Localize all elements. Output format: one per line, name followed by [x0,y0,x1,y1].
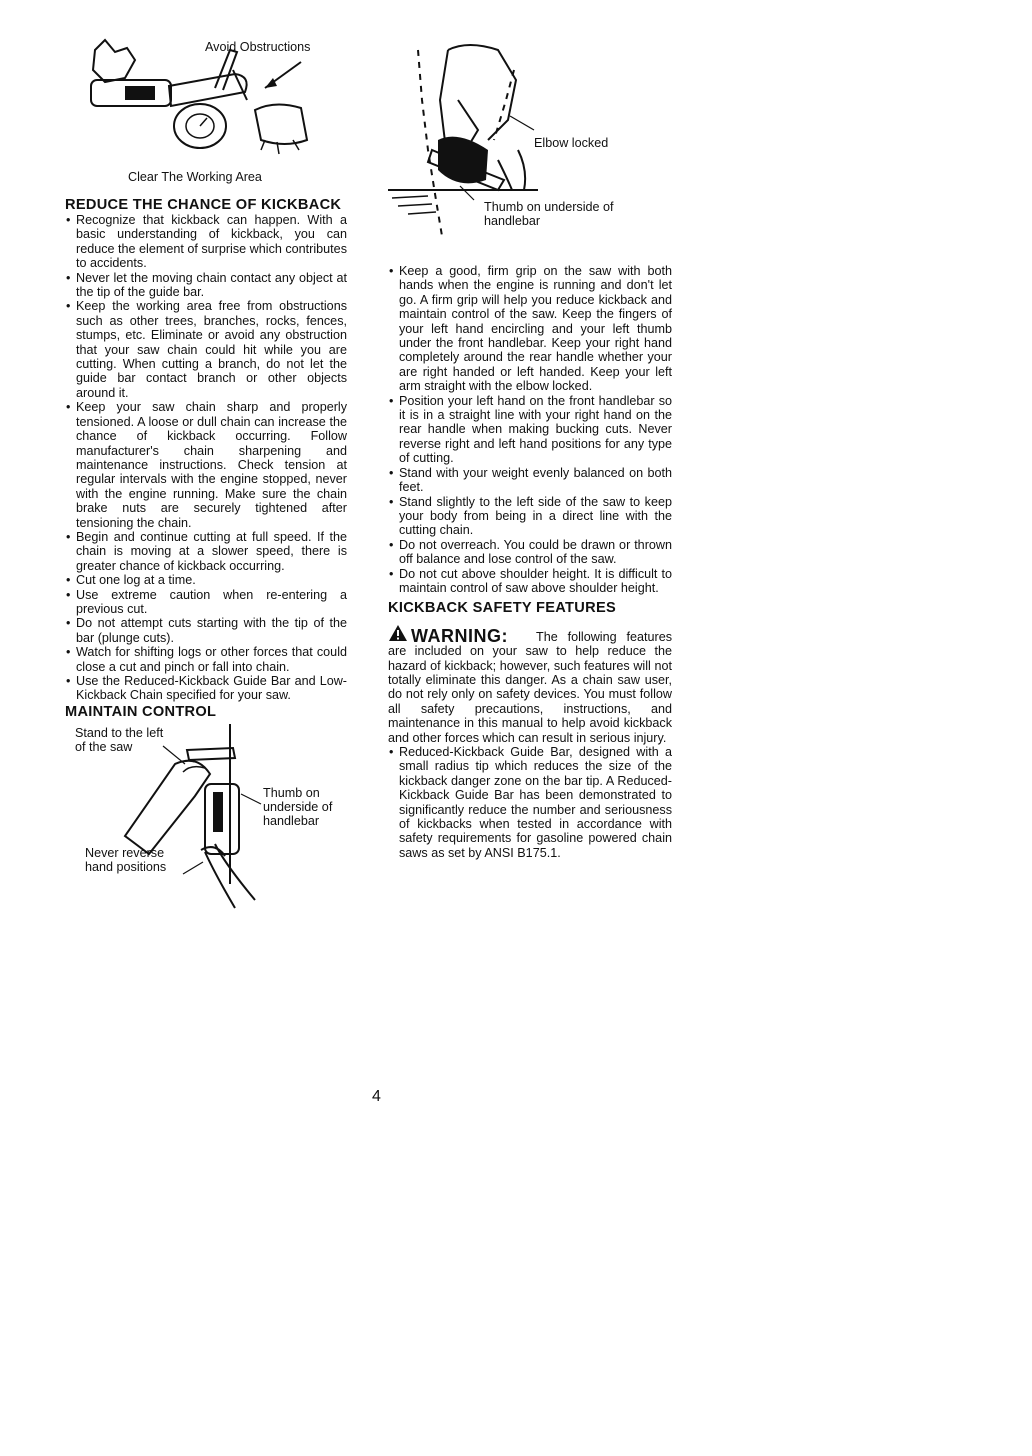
list-item: • Begin and continue cutting at full speed. If the chain is moving at a slower speed, there is greater chance of kickback occurring. [65,530,347,573]
left-column [65,30,347,914]
control-list [388,264,672,595]
list-item: • Use the Reduced-Kickback Guide Bar and Low-Kickback Chain specified for your saw. [65,674,347,703]
obstructions-figure [65,30,347,198]
control-figure [65,724,347,914]
list-item: • Reduced-Kickback Guide Bar, designed with a small radius tip which reduces the size of the kickback danger zone on the bar tip. A Reduced-Kickback Guide Bar has been demonstrated to significantly reduce the number and seriousness of kickbacks when tested in accordance with safety requirements for gasoline powered chain saws as set by ANSI B175.1. [388,745,672,860]
list-item: • Use extreme caution when re-entering a previous cut. [65,588,347,617]
elbow-figure [388,40,672,264]
maintain-control-heading: MAINTAIN CONTROL [65,703,217,720]
list-item: • Stand slightly to the left side of the saw to keep your body from being in a direct line with the cutting chain. [388,495,672,538]
list-item: • Watch for shifting logs or other forces that could close a cut and pinch or fall into chain. [65,645,347,674]
list-item: • Never let the moving chain contact any object at the tip of the guide bar. [65,271,347,300]
clear-working-area-caption: Clear The Working Area [128,170,262,184]
features-list [388,745,672,860]
right-column [388,40,672,860]
list-item: • Do not overreach. You could be drawn or thrown off balance and lose control of the saw. [388,538,672,567]
elbow-locked-label: Elbow locked [534,136,609,150]
thumb-handlebar-label: Thumb on underside of handlebar [484,200,614,228]
warning-title: WARNING: [411,626,508,647]
avoid-obstructions-label: Avoid Obstructions [205,40,311,54]
list-item: • Keep a good, firm grip on the saw with both hands when the engine is running and don't let go. A firm grip will help you reduce kickback and maintain control of the saw. Keep the fingers of your left hand encircling and your left thumb under the front handlebar. Keep your right hand completely around the rear handle whether your are right handed or left handed. Keep your left arm straight with the elbow locked. [388,264,672,394]
list-item: • Do not cut above shoulder height. It is difficult to maintain control of saw above shoulder height. [388,567,672,596]
list-item: • Cut one log at a time. [65,573,347,587]
list-item: • Position your left hand on the front handlebar so it is in a straight line with your right hand on the rear handle when making bucking cuts. Never reverse right and left hand positions for any type of cutting. [388,394,672,466]
page-number: 4 [372,1088,381,1105]
list-item: • Stand with your weight evenly balanced on both feet. [388,466,672,495]
kickback-list [65,213,347,703]
warning-block [388,624,672,745]
warning-triangle-icon [388,624,408,642]
list-item: • Recognize that kickback can happen. With a basic understanding of kickback, you can reduce the element of surprise which contributes to accidents. [65,213,347,271]
safety-features-heading: KICKBACK SAFETY FEATURES [388,600,617,617]
thumb-underside-label: Thumb on underside of handlebar [263,785,333,828]
list-item: • Keep your saw chain sharp and properly tensioned. A loose or dull chain can increase the chance of kickback occurring. Follow manufacturer's chain sharpening and maintenance instructions. Check tension at regular intervals with the engine stopped, never with the engine running. Make sure the chain brake nuts are securely tightened after tensioning the chain. [65,400,347,530]
kickback-heading: REDUCE THE CHANCE OF KICKBACK [65,197,342,213]
list-item: • Do not attempt cuts starting with the tip of the bar (plunge cuts). [65,616,347,645]
list-item: • Keep the working area free from obstructions such as other trees, branches, rocks, fences, stumps, etc. Eliminate or avoid any obstruction that your saw chain could hit while you are cutting. When cutting a branch, do not let the guide bar contact branch or other objects around it. [65,299,347,400]
stand-left-label: Stand to the left of the saw [75,725,164,754]
never-reverse-label: Never reverse hand positions [85,845,167,874]
warning-text: The following features are included on your saw to help reduce the hazard of kickback; however, such features will not totally eliminate this danger. As a chain saw user, do not rely only on safety devices. You must follow all safety precautions, instructions, and maintenance in this manual to help avoid kickback and other forces which can result in serious injury. [388,629,672,745]
